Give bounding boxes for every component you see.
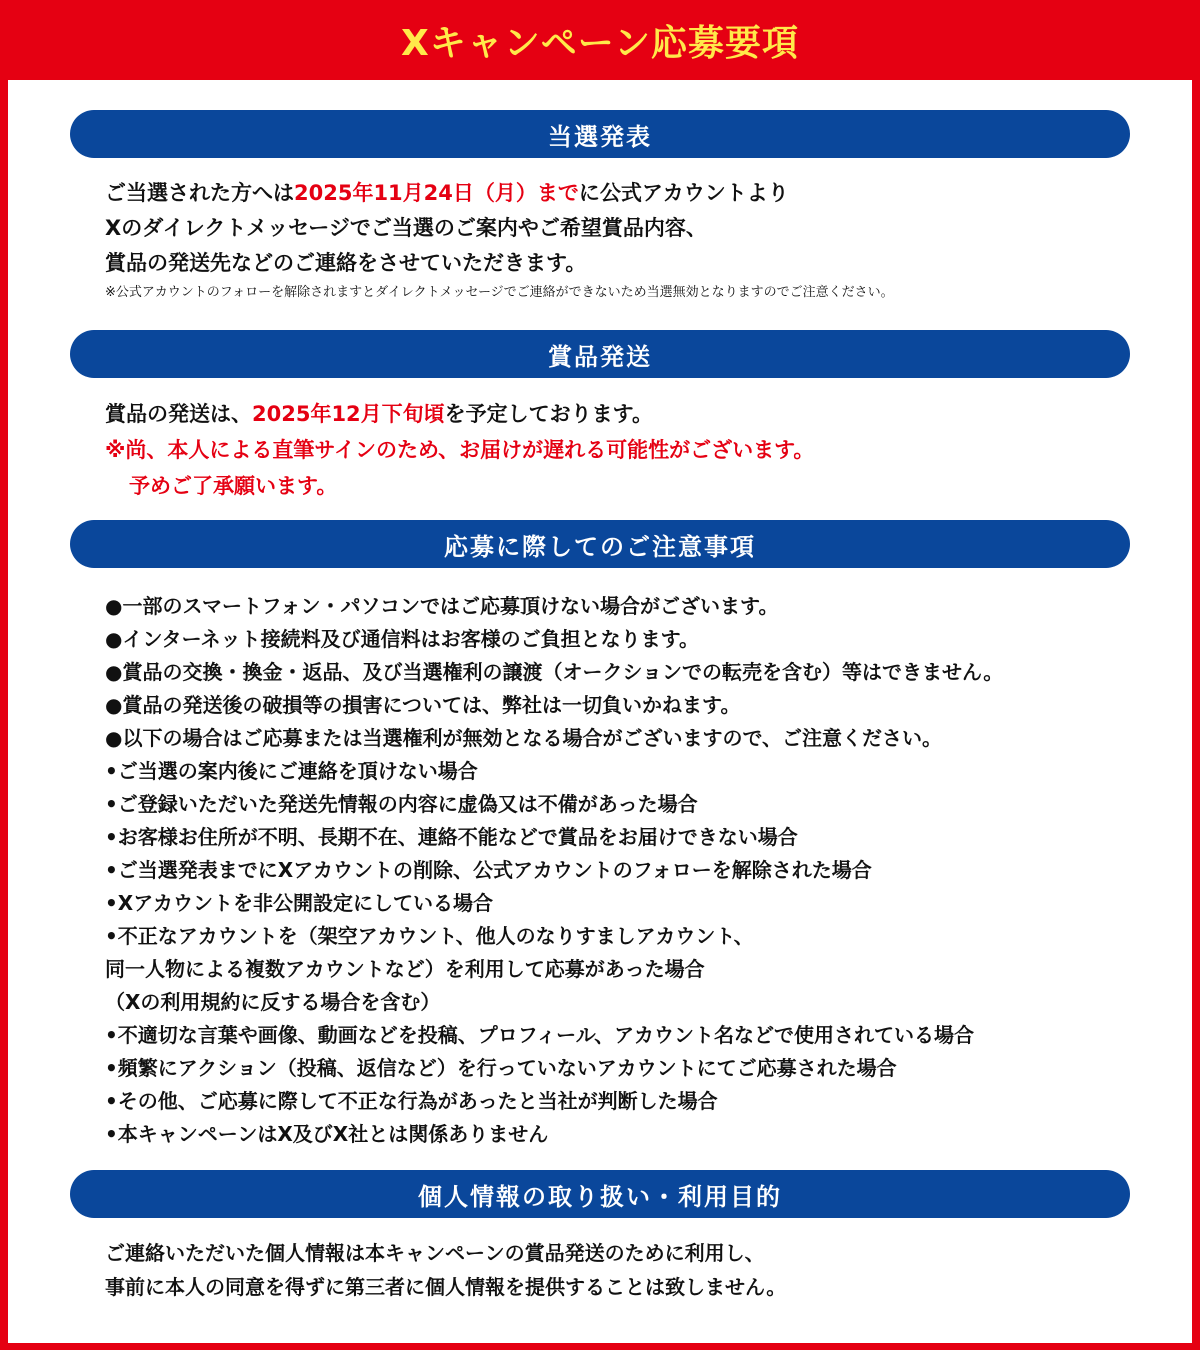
list-item: ●インターネット接続料及び通信料はお客様のご負担となります。 — [105, 627, 700, 651]
page-header — [0, 0, 1200, 80]
shipping-date: 2025年12月下旬頃 — [252, 402, 445, 426]
winner-note: ※公式アカウントのフォローを解除されますとダイレクトメッセージでご連絡ができないため当選無効となりますのでご注意ください。 — [105, 285, 894, 300]
list-item: ●賞品の発送後の破損等の損害については、弊社は一切負いかねます。 — [105, 693, 741, 717]
list-item: ●賞品の交換・換金・返品、及び当選権利の譲渡（オークションでの転売を含む）等はできません。 — [105, 660, 1004, 684]
shipping-line-1-post: を予定しております。 — [444, 402, 653, 426]
list-item: •ご登録いただいた発送先情報の内容に虚偽又は不備があった場合 — [105, 792, 698, 816]
list-item: （Xの利用規約に反する場合を含む） — [105, 990, 441, 1014]
list-item: •Xアカウントを非公開設定にしている場合 — [105, 891, 494, 915]
winner-text — [105, 176, 1125, 303]
winner-line-1 — [105, 176, 1125, 211]
winner-date: 2025年11月24日（月）まで — [294, 181, 579, 205]
section-bar-privacy — [70, 1170, 1130, 1218]
section-title-shipping: 賞品発送 — [548, 342, 652, 371]
list-item: •お客様お住所が不明、長期不在、連絡不能などで賞品をお届けできない場合 — [105, 825, 798, 849]
shipping-warning-2: 予めご了承願います。 — [129, 474, 338, 498]
winner-line-2: Xのダイレクトメッセージでご当選のご案内やご希望賞品内容、 — [105, 216, 707, 240]
list-item: •不正なアカウントを（架空アカウント、他人のなりすましアカウント、 — [105, 924, 754, 948]
section-title-privacy: 個人情報の取り扱い・利用目的 — [418, 1182, 782, 1211]
list-item: 同一人物による複数アカウントなど）を利用して応募があった場合 — [105, 957, 705, 981]
privacy-text — [105, 1236, 1125, 1304]
section-bar-shipping — [70, 330, 1130, 378]
section-title-winner: 当選発表 — [548, 122, 652, 151]
list-item: •頻繁にアクション（投稿、返信など）を行っていないアカウントにてご応募された場合 — [105, 1056, 897, 1080]
list-item: •ご当選発表までにXアカウントの削除、公式アカウントのフォローを解除された場合 — [105, 858, 872, 882]
shipping-line-1-pre: 賞品の発送は、 — [105, 402, 252, 426]
shipping-line-1 — [105, 396, 1125, 432]
cautions-list — [105, 590, 1125, 1151]
section-bar-winner — [70, 110, 1130, 158]
section-bar-cautions — [70, 520, 1130, 568]
list-item: •その他、ご応募に際して不正な行為があったと当社が判断した場合 — [105, 1089, 718, 1113]
winner-line-1-pre: ご当選された方へは — [105, 181, 294, 205]
section-title-cautions: 応募に際してのご注意事項 — [444, 532, 756, 561]
privacy-line-2: 事前に本人の同意を得ずに第三者に個人情報を提供することは致しません。 — [105, 1275, 787, 1299]
page-title: Xキャンペーン応募要項 — [400, 22, 800, 64]
list-item: •ご当選の案内後にご連絡を頂けない場合 — [105, 759, 478, 783]
content-panel — [8, 80, 1192, 1343]
winner-line-1-post: に公式アカウントより — [578, 181, 789, 205]
list-item: •不適切な言葉や画像、動画などを投稿、プロフィール、アカウント名などで使用されている場合 — [105, 1023, 974, 1047]
shipping-warning-1: ※尚、本人による直筆サインのため、お届けが遅れる可能性がございます。 — [105, 438, 815, 462]
privacy-line-1: ご連絡いただいた個人情報は本キャンペーンの賞品発送のために利用し、 — [105, 1241, 765, 1265]
shipping-text — [105, 396, 1125, 504]
list-item: •本キャンペーンはX及びX社とは関係ありません — [105, 1122, 549, 1146]
winner-line-3: 賞品の発送先などのご連絡をさせていただきます。 — [105, 251, 587, 275]
list-item: ●一部のスマートフォン・パソコンではご応募頂けない場合がございます。 — [105, 594, 779, 618]
list-item: ●以下の場合はご応募または当選権利が無効となる場合がございますので、ご注意ください。 — [105, 726, 943, 750]
